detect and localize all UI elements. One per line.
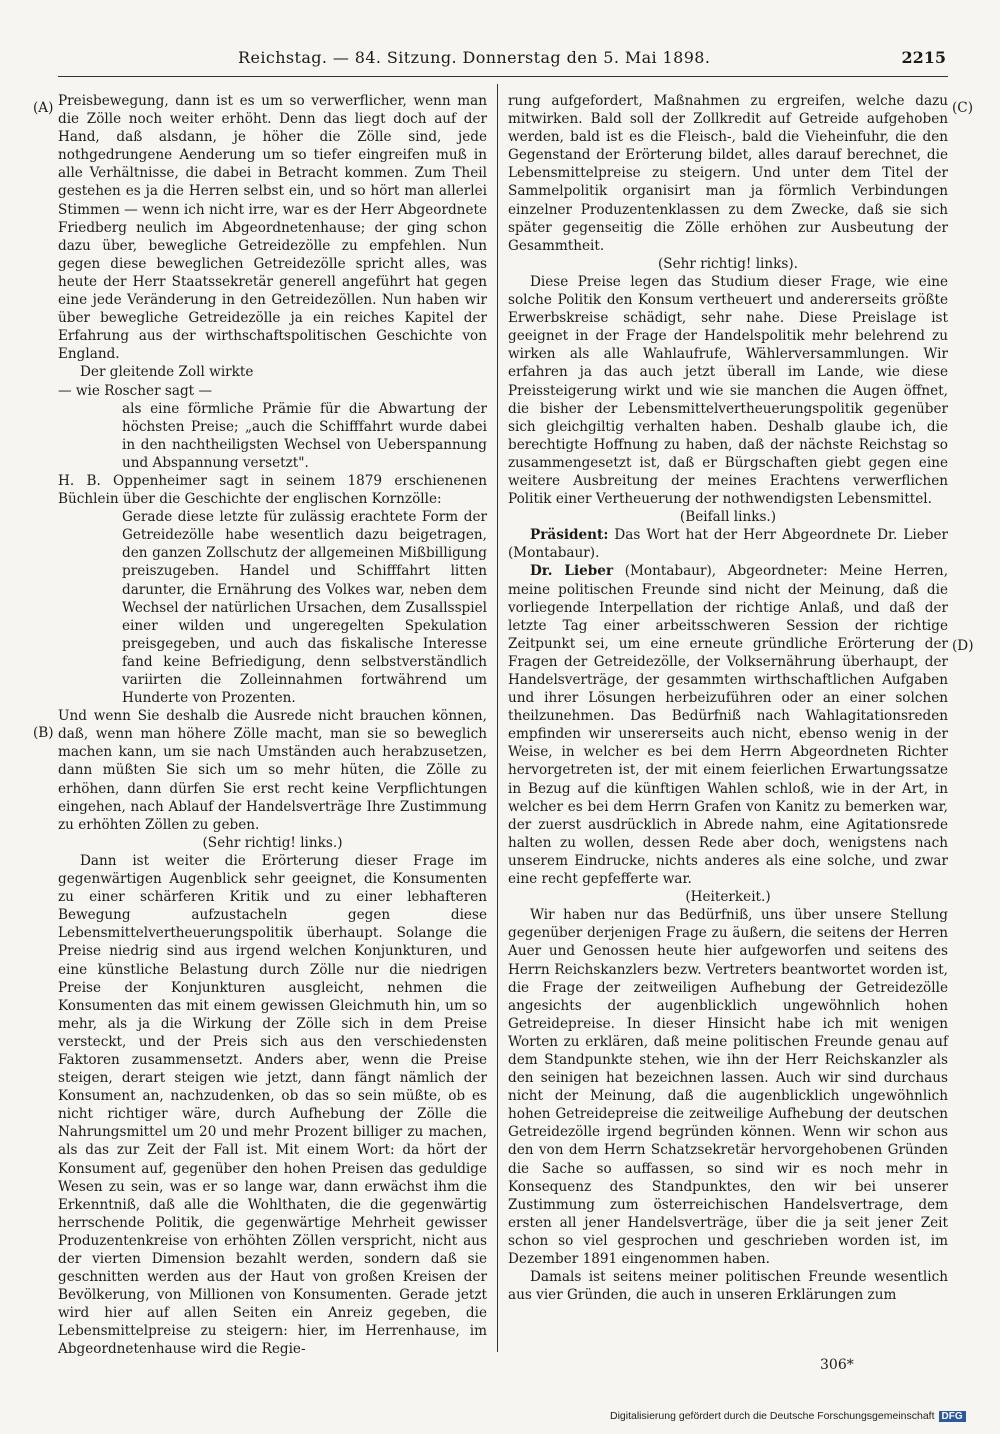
- dfg-logo: DFG: [939, 1411, 966, 1422]
- paragraph: Wir haben nur das Bedürfniß, uns über unsere Stellung gegenüber derjenigen Frage zu äußern, die seitens der Herren Auer und Genossen heute hier aufgeworfen und seitens des Herrn Reichskanzlers bezw. Vertreters beantwortet worden ist, die Frage der zeitweiligen Aufhebung der Getreidezölle angesichts der augenblicklich ungewöhnlich hohen Getreidepreise. In dieser Hinsicht habe ich mit wenigen Worten zu erklären, daß meine politischen Freunde genau auf dem Standpunkte stehen, wie ihn der Herr Reichskanzler als den seinigen hat bezeichnen lassen. Auch wir sind durchaus nicht der Meinung, daß die augenblicklich ungewöhnlich hohen Getreidepreise die zeitweilige Aufhebung der deutschen Getreidezölle irgend begründen können. Wenn wir schon aus den von dem Herrn Schatzsekretär hervorgehobenen Gründen die Sache so auffassen, so sind wir es noch mehr in Konsequenz des Standpunktes, den wir bei unserer Zustimmung zum österreichischen Handelsvertrage, dem ersten all jener Handelsverträge, über die ja seit jener Zeit schon so viel gesprochen und geschrieben worden ist, im Dezember 1891 eingenommen haben.: [508, 907, 948, 1267]
- speech-text: (Montabaur), Abgeordneter: Meine Herren, meine politischen Freunde sind nicht der Meinung, daß die vorliegende Interpellation der richtige Anlaß, und daß der letzte Tag einer arbeitsschweren Session der richtige Zeitpunkt sei, um eine erneute gründliche Erörterung der Fragen der Getreidezölle, der Volksernährung überhaupt, der Handelsverträge, der gesammten wirthschaftlichen Aufgaben und ihrer Lösungen herbeizuführen oder an einer solchen theilzunehmen. Das Bedürfniß nach Wahlagitationsreden empfinden wir unsererseits auch nicht, ebenso wenig in der Weise, in welcher es bei dem Herrn Abgeordneten Richter hervorgetreten ist, der mit einem feierlichen Erwartungssatze in Bezug auf die künftigen Wahlen schloß, wie in der Art, in welcher es bei dem Herrn Grafen von Kanitz zu bemerken war, der zuerst ausdrücklich in Abrede nahm, eine Agitationsrede halten zu wollen, dessen Rede aber doch, wenigstens nach unserem Eindrucke, nichts anderes als eine solche, und zwar eine recht gepfefferte war.: [508, 563, 949, 888]
- margin-marker-c: (C): [952, 100, 974, 116]
- paragraph: Damals ist seitens meiner politischen Freunde wesentlich aus vier Gründen, die auch in unseren Erklärungen zum: [508, 1269, 948, 1304]
- paragraph: [508, 526, 948, 562]
- paragraph: Diese Preise legen das Studium dieser Frage, wie eine solche Politik den Konsum vertheuert und andererseits größte Erwerbskreise schädigt, sehr nahe. Diese Preislage ist geeignet in der Frage der Handelspolitik mehr belehrend zu wirken als alle Wahlaufrufe, Wählerversammlungen. Wir erfahren ja das auch jetzt überall im Lande, wie diese Preissteigerung wirkt und wie sie manchen die Augen öffnet, die bisher der Lebensmittelvertheuerungspolitik gegenüber sich gleichgiltig verhalten haben. Deshalb glaube ich, die berechtigte Hoffnung zu haben, daß der nächste Reichstag so zusammengesetzt ist, daß er Bürgschaften giebt gegen eine weitere Ausbreitung der meines Erachtens verwerflichen Politik einer Vertheuerung der nothwendigsten Lebensmittel.: [508, 273, 948, 508]
- block-quote: Gerade diese letzte für zulässig erachtete Form der Getreidezölle habe wesentlich dazu beigetragen, den ganzen Zollschutz der allgemeinen Mißbilligung preiszugeben. Handel und Schifffahrt litten darunter, die Ernährung des Volkes war, neben dem Wechsel der natürlichen Ursachen, dem Zusallsspiel einer wilden und ungeregelten Spekulation preisgegeben, und auch das fiskalische Interesse fand keine Befriedigung, denn selbstverständlich variirten die Zolleinnahmen fortwährend um Hunderte von Prozenten.: [122, 509, 487, 707]
- page-number: 2215: [901, 48, 946, 67]
- interjection: (Heiterkeit.): [685, 889, 771, 906]
- margin-marker-a: (A): [33, 100, 54, 116]
- paragraph: rung aufgefordert, Maßnahmen zu ergreifen, welche dazu mitwirken. Bald soll der Zollkredit auf Getreide aufgehoben werden, bald ist es die Fleisch-, bald die Vieheinfuhr, die den Gegenstand der Erörterung bildet, alles darauf berechnet, die Lebensmittelpreise zu steigern. Und unter dem Titel der Sammelpolitik organisirt man ja förmlich Verbindungen einzelner Produzentenklassen zu dem Zwecke, daß sie sich später gegenseitig die Zölle erhöhen zur Ausbeutung der Gesammtheit.: [508, 93, 948, 254]
- interjection: (Beifall links.): [679, 509, 777, 526]
- page-header: [58, 44, 948, 74]
- margin-marker-d: (D): [952, 638, 974, 654]
- right-column: [508, 92, 948, 1304]
- paragraph: [508, 562, 948, 888]
- speaker-label: Präsident:: [530, 527, 609, 544]
- speaker-label: Dr. Lieber: [530, 563, 614, 580]
- signature-mark: 306*: [820, 1357, 854, 1373]
- footer: [610, 1410, 966, 1422]
- interjection: (Sehr richtig! links.): [202, 834, 343, 851]
- paragraph: Und wenn Sie deshalb die Ausrede nicht brauchen können, daß, wenn man höhere Zölle macht, man sie so beweglich machen kann, um sie nach Umständen auch herabzusetzen, dann müßten Sie sich um so mehr hüten, die Zölle zu erhöhen, dann dürfen Sie erst recht keine Verpflichtungen eingehen, nach Ablauf der Handelsverträge Ihre Zustimmung zu erhöhten Zöllen zu geben.: [58, 708, 487, 833]
- paragraph: Preisbewegung, dann ist es um so verwerflicher, wenn man die Zölle noch weiter erhöht. Denn das liegt doch auf der Hand, daß alsdann, je höher die Zölle sind, jede nothgedrungene Aenderung um so tiefer eingreifen muß in alle Verhältnisse, die dabei in Betracht kommen. Zum Theil gestehen es ja die Herren selbst ein, und so hört man allerlei Stimmen — wenn ich nicht irre, war es der Herr Abgeordnete Friedberg neulich im Abgeordnetenhause; der ging schon dazu über, bewegliche Getreidezölle zu empfehlen. Nun gegen diese beweglichen Getreidezölle spricht alles, was heute der Herr Staatssekretär generell angeführt hat gegen eine jede Veränderung in den Getreidezöllen. Nun haben wir über bewegliche Getreidezölle ja ein reiches Kapitel der Erfahrung aus der wirthschaftspolitischen Geschichte von England.: [58, 93, 487, 363]
- header-rule: [58, 76, 948, 77]
- margin-marker-b: (B): [33, 725, 54, 741]
- running-title: Reichstag. — 84. Sitzung. Donnerstag den 5. Mai 1898.: [238, 48, 711, 67]
- paragraph: Der gleitende Zoll wirkte: [80, 364, 254, 381]
- interjection: (Sehr richtig! links).: [657, 255, 799, 272]
- left-column: [58, 92, 487, 1359]
- column-divider: [497, 84, 498, 1352]
- footer-text: Digitalisierung gefördert durch die Deutsche Forschungsgemeinschaft: [610, 1410, 935, 1422]
- paragraph: Dann ist weiter die Erörterung dieser Frage im gegenwärtigen Augenblick sehr geeignet, die Konsumenten zu einer schärferen Kritik und zu einer lebhafteren Bewegung aufzustacheln gegen diese Lebensmittelvertheuerungspolitik überhaupt. Solange die Preise niedrig sind aus irgend welchen Konjunkturen, und eine künstliche Belastung durch Zölle nur die niedrigen Preise der Konjunkturen ausgleicht, nehmen die Konsumenten das mit einem gewissen Gleichmuth hin, um so mehr, als ja die Wirkung der Zölle sich in dem Preise versteckt, und der Preis sich aus den verschiedensten Faktoren zusammensetzt. Anders aber, wenn die Preise steigen, derart steigen wie jetzt, dann fängt nämlich der Konsument an, nachzudenken, ob das so sein müßte, ob es nicht richtiger wäre, durch Aufhebung der Zölle die Nahrungsmittel um 20 und mehr Prozent billiger zu machen, als das zur Zeit der Fall ist. Mit einem Wort: da hört der Konsument auf, gegenüber den hohen Preisen das geduldige Wesen zu sein, was er so lange war, dann erwächst ihm die Erkenntniß, daß alle die Wohlthaten, die die gegenwärtig herrschende Politik, die gegenwärtige Mehrheit gewisser Produzentenkreise von erhöhten Zöllen verspricht, nicht aus der vierten Dimension bezahlt werden, sondern daß sie geschnitten werden aus der Haut von großen Kreisen der Bevölkerung, von Millionen von Konsumenten. Gerade jetzt wird hier auf allen Seiten ein Anreiz gegeben, die Lebensmittelpreise zu steigern: hier, im Herrenhause, im Abgeordnetenhause wird die Regie-: [58, 852, 487, 1358]
- block-quote: als eine förmliche Prämie für die Abwartung der höchsten Preise; „auch die Schifffahrt wurde dabei in den nachtheiligsten Wechsel von Ueberspannung und Abspannung versetzt".: [122, 400, 487, 471]
- paragraph: H. B. Oppenheimer sagt in seinem 1879 erschienenen Büchlein über die Geschichte der englischen Kornzölle:: [58, 472, 487, 508]
- paragraph: — wie Roscher sagt —: [58, 382, 213, 399]
- speech-text: Das Wort hat der Herr Abgeordnete Dr. Lieber (Montabaur).: [508, 527, 948, 562]
